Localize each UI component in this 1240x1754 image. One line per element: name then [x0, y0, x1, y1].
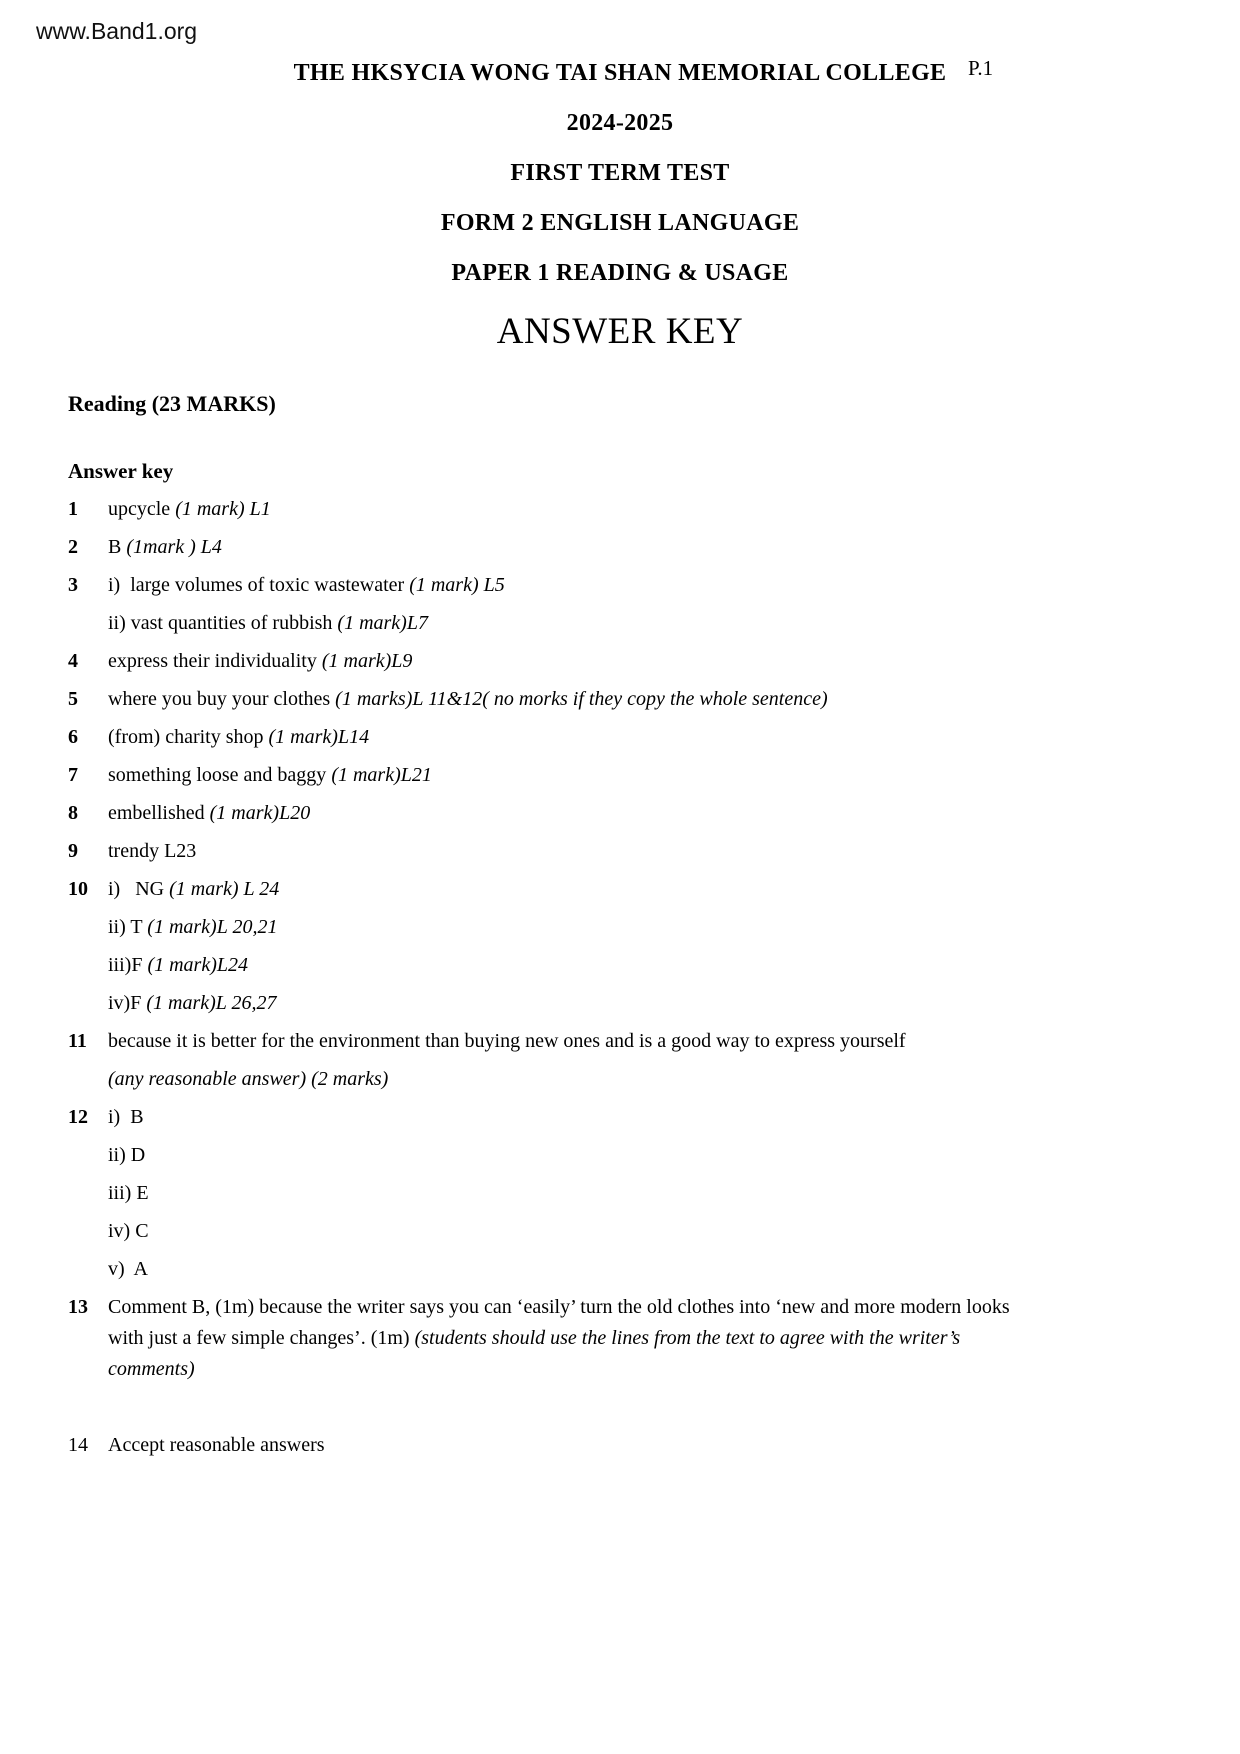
answer-content — [108, 494, 1035, 532]
answer-text: iv) C — [108, 1220, 149, 1242]
school-year: 2024-2025 — [566, 110, 674, 136]
answer-content — [108, 760, 1035, 798]
answer-content — [108, 570, 1035, 646]
answer-line — [108, 1140, 1035, 1171]
answer-line — [108, 1102, 1035, 1133]
site-watermark: www.Band1.org — [36, 18, 198, 44]
college-name: THE HKSYCIA WONG TAI SHAN MEMORIAL COLLEGE — [293, 60, 947, 86]
answer-text: where you buy your clothes — [108, 688, 336, 710]
paper-name: PAPER 1 READING & USAGE — [451, 260, 789, 286]
answer-line — [108, 1026, 1035, 1057]
answer-mark-note: (1 mark)L20 — [209, 802, 311, 824]
answer-number: 7 — [68, 764, 78, 786]
answer-mark-note: (1 mark) L1 — [175, 498, 271, 520]
answer-mark-note: (1 mark)L14 — [268, 726, 370, 748]
answer-item-14 — [68, 1430, 1035, 1468]
answer-content — [108, 1292, 1035, 1392]
answer-number: 12 — [68, 1106, 88, 1128]
answer-number: 6 — [68, 726, 78, 748]
answer-text: B — [108, 536, 127, 558]
answer-mark-note: (1 mark)L24 — [147, 954, 248, 976]
answer-line — [108, 760, 1035, 791]
answer-line — [108, 646, 1035, 677]
answer-line — [108, 1292, 1035, 1385]
answer-line — [108, 798, 1035, 829]
answer-item-6 — [68, 722, 1035, 760]
answer-mark-note: (1 mark)L7 — [337, 612, 428, 634]
answer-item-4 — [68, 646, 1035, 684]
answer-text: i) B — [108, 1106, 144, 1128]
answer-line — [108, 494, 1035, 525]
answer-content — [108, 1430, 1035, 1468]
answer-number: 11 — [68, 1030, 87, 1052]
answer-item-5 — [68, 684, 1035, 722]
answer-line — [108, 1254, 1035, 1285]
answer-text: because it is better for the environment than buying new ones and is a good way to express yourself — [108, 1030, 906, 1052]
answer-line — [108, 570, 1035, 601]
answer-text: express their individuality — [108, 650, 322, 672]
answer-line — [108, 1216, 1035, 1247]
answer-content — [108, 798, 1035, 836]
answer-text: iii) E — [108, 1182, 149, 1204]
answer-mark-note: (1mark ) L4 — [126, 536, 222, 558]
section-title-reading: Reading (23 MARKS) — [68, 391, 276, 416]
answer-key-title: ANSWER KEY — [496, 311, 744, 352]
document-header — [0, 0, 1240, 353]
answer-content — [108, 836, 1035, 874]
answer-number: 14 — [68, 1434, 88, 1456]
answer-text: i) large volumes of toxic wastewater — [108, 574, 410, 596]
answer-text: embellished — [108, 802, 210, 824]
answer-content — [108, 532, 1035, 570]
answer-content — [108, 1026, 1035, 1102]
answer-item-9 — [68, 836, 1035, 874]
answer-item-1 — [68, 494, 1035, 532]
answer-item-2 — [68, 532, 1035, 570]
answer-content — [108, 684, 1035, 722]
answer-mark-note: (students should use the lines from the text to agree with the writer’s comments) — [108, 1327, 966, 1380]
answer-text: iv)F — [108, 992, 147, 1014]
answer-line — [108, 608, 1035, 639]
answer-item-3 — [68, 570, 1035, 646]
answer-number: 8 — [68, 802, 78, 824]
answers-list — [68, 494, 1035, 1468]
answer-key-list-title: Answer key — [68, 459, 174, 483]
answer-mark-note: (any reasonable answer) (2 marks) — [108, 1068, 389, 1090]
answer-line — [108, 1064, 1035, 1095]
answer-text: ii) vast quantities of rubbish — [108, 612, 338, 634]
answer-mark-note: (1 mark)L9 — [321, 650, 413, 672]
answer-number: 2 — [68, 536, 78, 558]
answer-text: i) NG — [108, 878, 170, 900]
answer-line — [108, 684, 1035, 715]
answer-item-10 — [68, 874, 1035, 1026]
answer-mark-note: (1 mark)L 26,27 — [146, 992, 277, 1014]
test-name: FIRST TERM TEST — [510, 160, 730, 186]
answer-item-8 — [68, 798, 1035, 836]
answer-number: 5 — [68, 688, 78, 710]
answer-item-12 — [68, 1102, 1035, 1292]
answer-mark-note: (1 marks)L 11&12( no morks if they copy the whole sentence) — [335, 688, 828, 710]
answer-line — [108, 836, 1035, 867]
answer-text: Accept reasonable answers — [108, 1434, 325, 1456]
answer-number: 3 — [68, 574, 78, 596]
answer-line — [108, 1430, 1035, 1461]
answer-line — [108, 950, 1035, 981]
answer-line — [108, 988, 1035, 1019]
answer-text: (from) charity shop — [108, 726, 269, 748]
answer-text: Comment B, (1m) because the writer says you can ‘easily’ turn the old clothes into ‘new and more modern looks with just a few simple changes’. (1m) — [108, 1296, 1015, 1349]
form-subject: FORM 2 ENGLISH LANGUAGE — [440, 210, 800, 236]
answer-mark-note: (1 mark)L 20,21 — [147, 916, 278, 938]
page-number: P.1 — [968, 56, 994, 80]
answer-text: something loose and baggy — [108, 764, 332, 786]
answer-number: 1 — [68, 498, 78, 520]
answer-item-7 — [68, 760, 1035, 798]
answer-mark-note: (1 mark)L21 — [331, 764, 432, 786]
answer-text: ii) T — [108, 916, 148, 938]
answer-text: upcycle — [108, 498, 176, 520]
answer-text: ii) D — [108, 1144, 146, 1166]
answer-number: 9 — [68, 840, 78, 862]
answer-content — [108, 1102, 1035, 1292]
answer-line — [108, 722, 1035, 753]
answer-content — [108, 646, 1035, 684]
answer-number: 13 — [68, 1296, 88, 1318]
answer-item-11 — [68, 1026, 1035, 1102]
answer-mark-note: (1 mark) L 24 — [169, 878, 280, 900]
answer-item-13 — [68, 1292, 1035, 1392]
answer-content — [108, 722, 1035, 760]
answer-line — [108, 532, 1035, 563]
answer-line — [108, 1178, 1035, 1209]
answer-content — [108, 874, 1035, 1026]
answer-line — [108, 912, 1035, 943]
answer-text: v) A — [108, 1258, 148, 1280]
answer-text: trendy L23 — [108, 840, 197, 862]
answer-line — [108, 874, 1035, 905]
answer-number: 10 — [68, 878, 88, 900]
answer-number: 4 — [68, 650, 78, 672]
answer-text: iii)F — [108, 954, 148, 976]
answer-mark-note: (1 mark) L5 — [409, 574, 505, 596]
